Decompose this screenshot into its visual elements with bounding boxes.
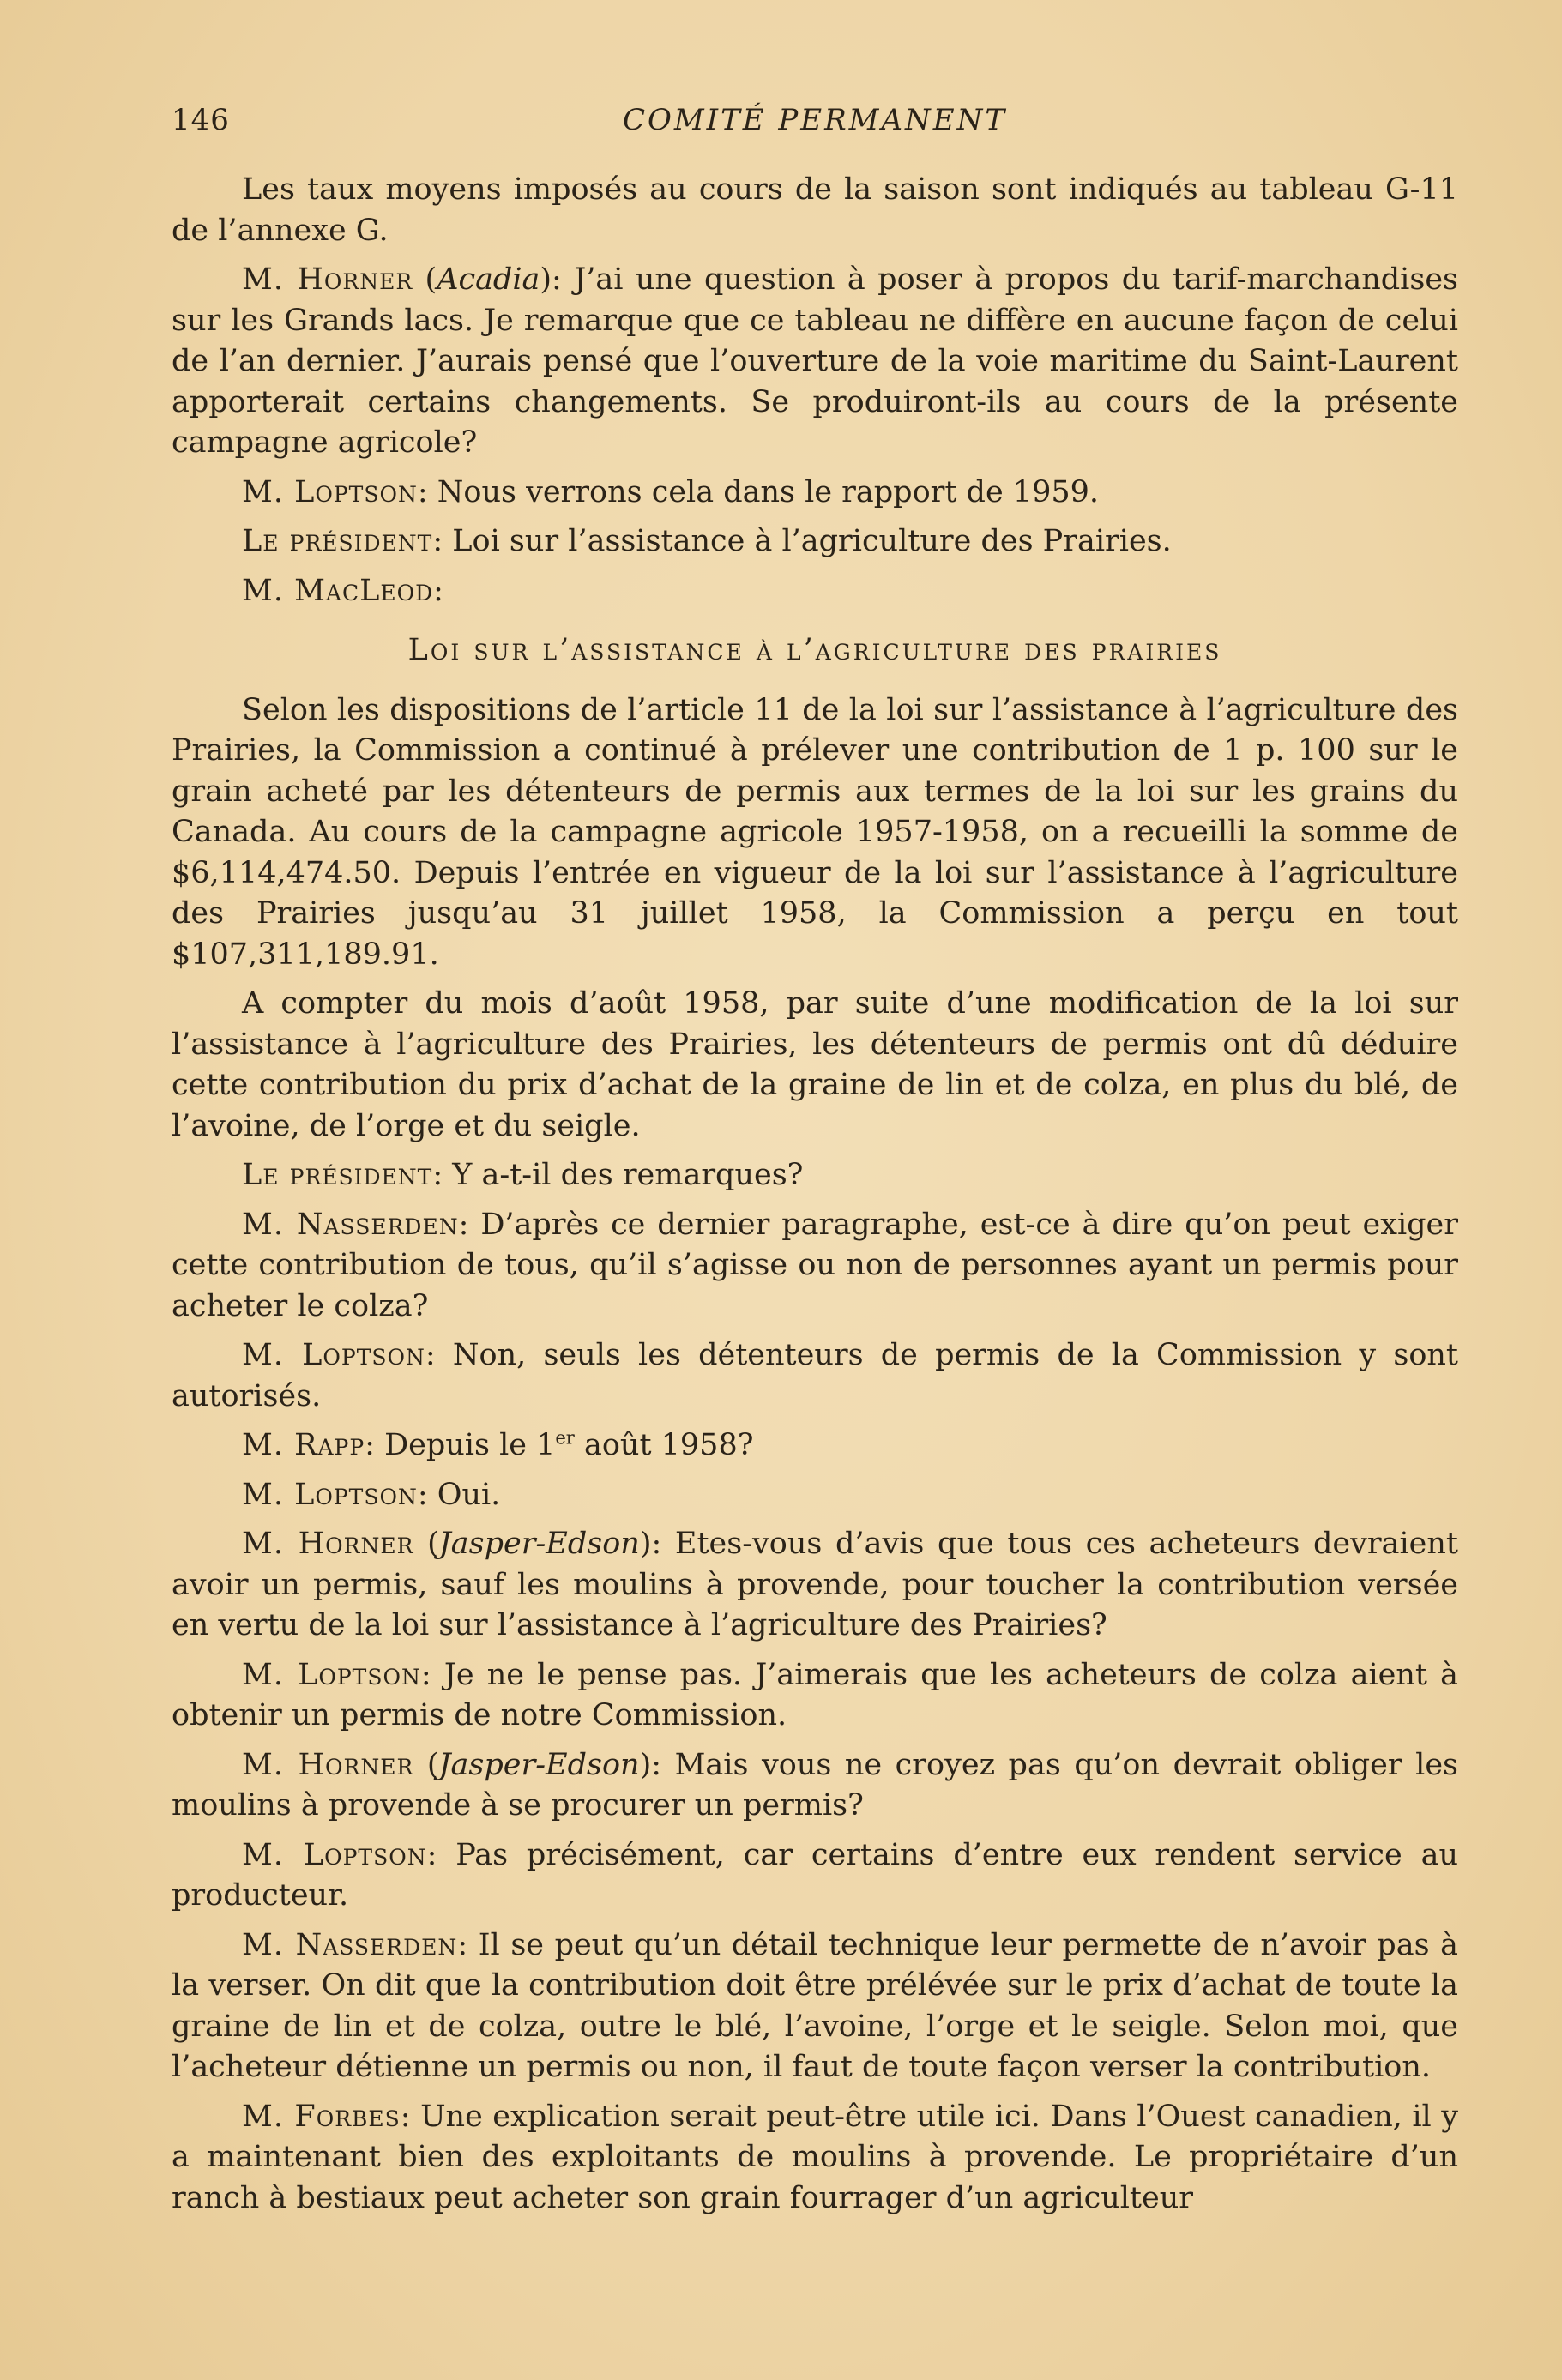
paragraph: Le président: Loi sur l’assistance à l’agriculture des Prairies. (242, 524, 1172, 558)
speaker: M. Loptson (242, 474, 418, 509)
page-header (172, 103, 1458, 146)
speaker: M. Loptson (242, 1338, 425, 1372)
speaker: M. Loptson (242, 1477, 418, 1512)
speaker-riding: Acadia (437, 262, 540, 297)
speaker: M. Nasserden (242, 1207, 459, 1242)
paragraph: M. Loptson: Non, seuls les détenteurs de permis de la Commission y sont autorisés. (172, 1338, 1458, 1413)
paragraph: M. Forbes: Une explication serait peut-être utile ici. Dans l’Ouest canadien, il y a maintenant bien des exploitants de moulins à provende. Le propriétaire d’un ranch à bestiaux peut acheter son grain fourrager d’un agriculteur (172, 2099, 1458, 2215)
paragraph: M. MacLeod: (242, 573, 443, 608)
speaker-riding: Jasper-Edson (438, 1747, 640, 1782)
paragraph: M. Loptson: Nous verrons cela dans le rapport de 1959. (242, 474, 1099, 509)
document-body (172, 170, 1458, 2227)
section-heading: Loi sur l’assistance à l’agriculture des prairies (407, 633, 1222, 667)
speaker: M. Horner (242, 1527, 414, 1561)
paragraph: Les taux moyens imposés au cours de la saison sont indiqués au tableau G-11 de l’annexe G. (172, 172, 1458, 248)
speaker: M. Forbes (242, 2099, 401, 2134)
paragraph: M. Nasserden: D’après ce dernier paragraphe, est-ce à dire qu’on peut exiger cette contribution de tous, qu’il s’agisse ou non de personnes ayant un permis pour acheter le colza? (172, 1207, 1459, 1323)
running-title: COMITÉ PERMANENT (622, 103, 1008, 137)
paragraph: M. Loptson: Oui. (242, 1477, 501, 1512)
paragraph: M. Horner (Jasper-Edson): Etes-vous d’avis que tous ces acheteurs devraient avoir un permis, sauf les moulins à provende, pour toucher la contribution versée en vertu de la loi sur l’assistance à l’agriculture des Prairies? (172, 1527, 1458, 1642)
speaker-riding: Jasper-Edson (438, 1527, 640, 1561)
speaker: Le président (242, 1158, 433, 1192)
paragraph: M. Rapp: Depuis le 1er août 1958? (242, 1427, 754, 1462)
paragraph: M. Loptson: Pas précisément, car certains d’entre eux rendent service au producteur. (172, 1837, 1458, 1913)
speaker: M. Horner (242, 262, 413, 297)
speaker: M. Nasserden (242, 1927, 458, 1962)
paragraph: M. Horner (Jasper-Edson): Mais vous ne croyez pas qu’on devrait obliger les moulins à provende à se procurer un permis? (172, 1747, 1458, 1823)
paragraph: Le président: Y a-t-il des remarques? (242, 1158, 804, 1192)
speaker: M. Loptson (242, 1657, 421, 1692)
speaker: Le président (242, 524, 433, 558)
speaker: M. Loptson (242, 1837, 427, 1872)
speaker: M. Rapp (242, 1428, 365, 1462)
paragraph: Selon les dispositions de l’article 11 de la loi sur l’assistance à l’agriculture des Prairies, la Commission a continué à prélever une contribution de 1 p. 100 sur le grain acheté par les détenteurs de permis aux termes de la loi sur les grains du Canada. Au cours de la campagne agricole 1957-1958, on a recueilli la somme de $6,114,474.50. Depuis l’entrée en vigueur de la loi sur l’assistance à l’agriculture des Prairies jusqu’au 31 juillet 1958, la Commission a perçu en tout $107,311,189.91. (172, 692, 1458, 972)
speaker: M. Horner (242, 1747, 414, 1782)
paragraph: M. Horner (Acadia): J’ai une question à poser à propos du tarif-marchandises sur les Grands lacs. Je remarque que ce tableau ne diffère en aucune façon de celui de l’an dernier. J’aurais pensé que l’ouverture de la voie maritime du Saint-Laurent apporterait certains changements. Se produiront-ils au cours de la présente campagne agricole? (172, 262, 1458, 460)
paragraph: M. Loptson: Je ne le pense pas. J’aimerais que les acheteurs de colza aient à obtenir un permis de notre Commission. (172, 1657, 1458, 1732)
paragraph: M. Nasserden: Il se peut qu’un détail technique leur permette de n’avoir pas à la verser. On dit que la contribution doit être prélévée sur le prix d’achat de toute la graine de lin et de colza, outre le blé, l’avoine, l’orge et le seigle. Selon moi, que l’acheteur détienne un permis ou non, il faut de toute façon verser la contribution. (172, 1927, 1459, 2084)
speaker: M. MacLeod (242, 573, 434, 608)
page-number: 146 (172, 103, 230, 137)
paragraph: A compter du mois d’août 1958, par suite d’une modification de la loi sur l’assistance à l’agriculture des Prairies, les détenteurs de permis ont dû déduire cette contribution du prix d’achat de la graine de lin et de colza, en plus du blé, de l’avoine, de l’orge et du seigle. (172, 986, 1458, 1143)
